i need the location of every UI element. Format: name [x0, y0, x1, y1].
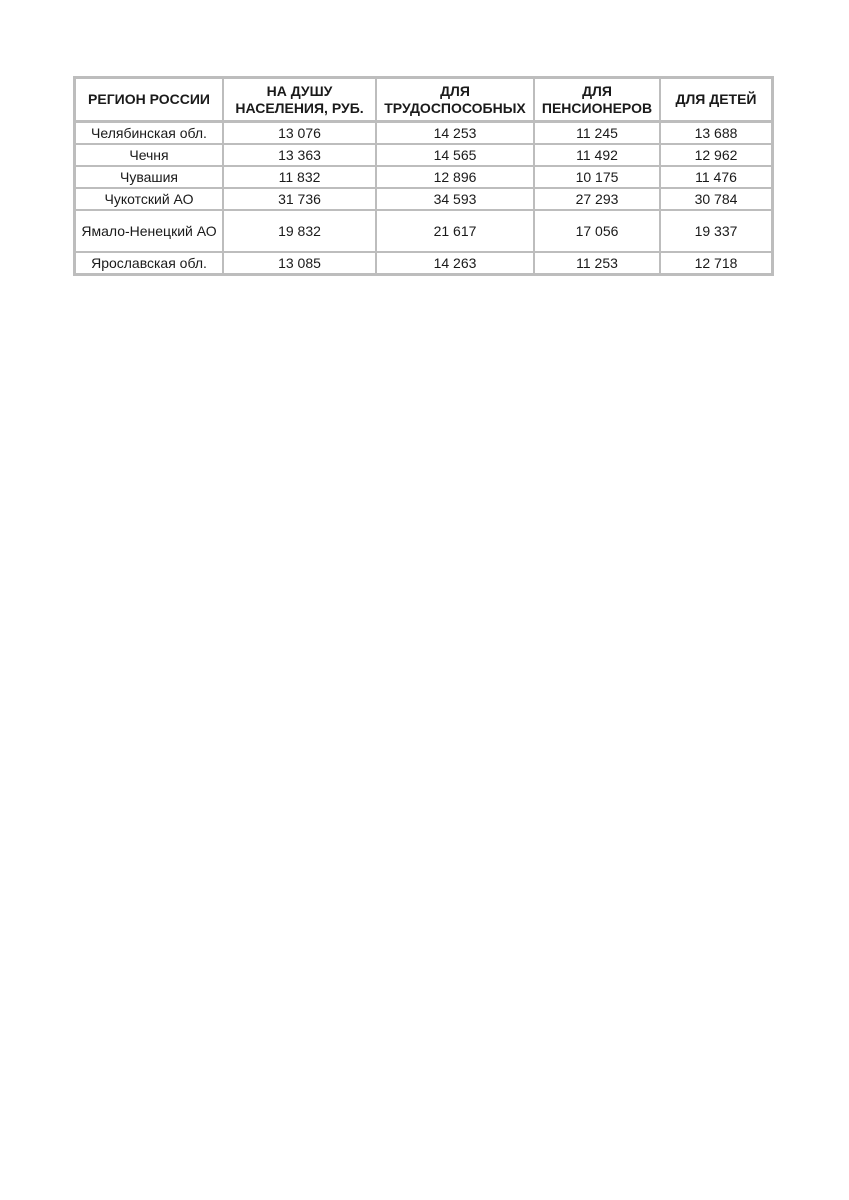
cost-of-living-table — [73, 76, 774, 276]
cell-region: Ямало-Ненецкий АО — [75, 210, 223, 252]
cell-working-age: 14 263 — [376, 252, 534, 274]
cell-pensioners: 10 175 — [534, 166, 660, 188]
cell-children: 19 337 — [660, 210, 772, 252]
cell-working-age: 12 896 — [376, 166, 534, 188]
cell-working-age: 21 617 — [376, 210, 534, 252]
cost-of-living-table-container — [73, 76, 770, 276]
cell-per-capita: 31 736 — [223, 188, 376, 210]
cell-working-age: 14 253 — [376, 122, 534, 144]
cell-per-capita: 13 076 — [223, 122, 376, 144]
cell-per-capita: 11 832 — [223, 166, 376, 188]
cell-children: 30 784 — [660, 188, 772, 210]
table-row — [75, 210, 772, 252]
cell-children: 11 476 — [660, 166, 772, 188]
table-row — [75, 188, 772, 210]
cell-children: 12 718 — [660, 252, 772, 274]
cell-pensioners: 11 253 — [534, 252, 660, 274]
cell-working-age: 14 565 — [376, 144, 534, 166]
cell-working-age: 34 593 — [376, 188, 534, 210]
header-per-capita: НА ДУШУ НАСЕЛЕНИЯ, РУБ. — [223, 78, 376, 122]
header-working-age: ДЛЯ ТРУДОСПОСОБНЫХ — [376, 78, 534, 122]
cell-children: 12 962 — [660, 144, 772, 166]
cell-pensioners: 11 245 — [534, 122, 660, 144]
header-children: ДЛЯ ДЕТЕЙ — [660, 78, 772, 122]
cell-region: Чечня — [75, 144, 223, 166]
table-row — [75, 144, 772, 166]
cell-region: Челябинская обл. — [75, 122, 223, 144]
table-header-row — [75, 78, 772, 122]
header-region: РЕГИОН РОССИИ — [75, 78, 223, 122]
cell-children: 13 688 — [660, 122, 772, 144]
cell-per-capita: 13 363 — [223, 144, 376, 166]
cell-pensioners: 11 492 — [534, 144, 660, 166]
cell-region: Ярославская обл. — [75, 252, 223, 274]
cell-region: Чувашия — [75, 166, 223, 188]
cell-per-capita: 13 085 — [223, 252, 376, 274]
table-row — [75, 122, 772, 144]
cell-region: Чукотский АО — [75, 188, 223, 210]
table-row — [75, 166, 772, 188]
header-pensioners: ДЛЯ ПЕНСИОНЕРОВ — [534, 78, 660, 122]
cell-pensioners: 17 056 — [534, 210, 660, 252]
cell-per-capita: 19 832 — [223, 210, 376, 252]
table-row — [75, 252, 772, 274]
cell-pensioners: 27 293 — [534, 188, 660, 210]
